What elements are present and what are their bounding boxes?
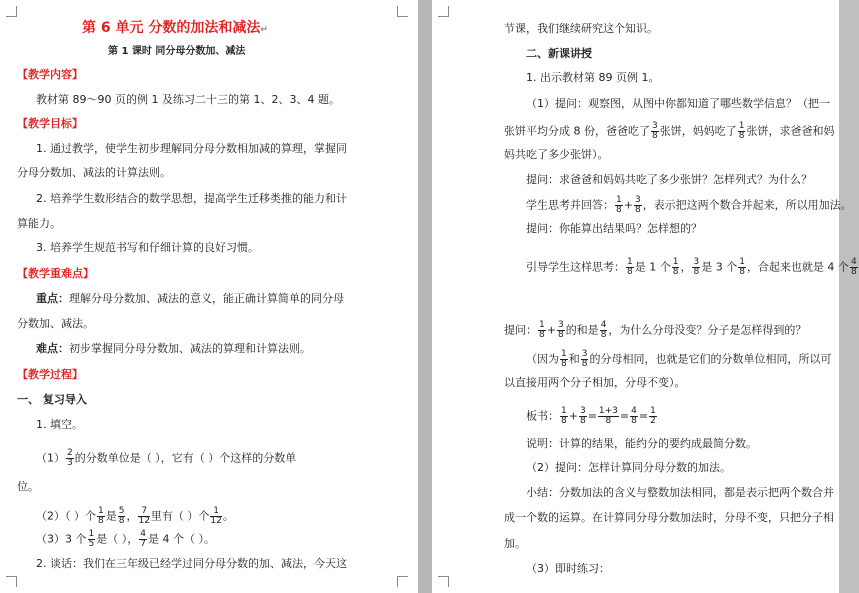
page-corner-mark — [438, 576, 449, 587]
fraction: $\frac{1}{8}$ — [561, 406, 567, 426]
paragraph: 张饼平均分成 8 份，爸爸吃了 $\frac{3}{8}$ 张饼，妈妈吃了 $\frac{1}{8}$ 张饼，求爸爸和妈 — [504, 121, 835, 141]
paragraph: 1. 填空。 — [36, 418, 83, 431]
paragraph: 难点：初步掌握同分母分数加、减法的算理和计算法则。 — [36, 342, 311, 355]
paragraph: 分母分数加、减法的计算法则。 — [17, 166, 171, 179]
paragraph: 2. 培养学生数形结合的数学思想，提高学生迁移类推的能力和计 — [36, 192, 347, 205]
fraction: $\frac{1}{8}$ — [738, 121, 745, 141]
fraction: $\frac{4}{8}$ — [600, 320, 607, 340]
fraction: $\frac{1}{8}$ — [98, 506, 104, 526]
paragraph: 3. 培养学生规范书写和仔细计算的良好习惯。 — [36, 241, 259, 254]
fraction: $\frac{5}{8}$ — [118, 506, 125, 526]
paragraph: 提问：求爸爸和妈妈共吃了多少张饼？怎样列式？为什么？ — [526, 173, 812, 186]
paragraph: 提问： $\frac{1}{8}$ + $\frac{3}{8}$ 的和是 $\frac{4}{8}$ ，为什么分母没变？分子是怎样得到的？ — [504, 320, 807, 340]
fraction: $\frac{1}{8}$ — [561, 349, 567, 369]
heading-content: 【教学内容】 — [17, 68, 83, 81]
fraction: $\frac{2}{3}$ — [67, 448, 73, 468]
heading-process: 【教学过程】 — [17, 368, 83, 381]
fraction: $\frac{7}{12}$ — [138, 506, 150, 526]
section-heading: 二、新课讲授 — [526, 47, 592, 60]
paragraph: 教材第 89～90 页的例 1 及练习二十三的第 1、2、3、4 题。 — [36, 93, 340, 106]
fraction: $\frac{1}{8}$ — [739, 257, 745, 277]
paragraph: 成一个数的运算。在计算同分母分数加法时，分母不变，只把分子相 — [504, 511, 834, 524]
paragraph: 1. 出示教材第 89 页例 1。 — [526, 71, 660, 84]
fraction: $\frac{3}{8}$ — [557, 320, 564, 340]
document-page-right[interactable] — [432, 0, 857, 593]
fraction: $\frac{4}{7}$ — [140, 529, 146, 549]
fraction: $\frac{3}{8}$ — [693, 257, 700, 277]
heading-key-points: 【教学重难点】 — [17, 267, 94, 280]
fraction: $\frac{1}{8}$ — [627, 257, 633, 277]
page-corner-mark — [6, 6, 17, 17]
paragraph: 说明：计算的结果，能约分的要约成最简分数。 — [526, 437, 757, 450]
question-2: （2）（ ）个 $\frac{1}{8}$ 是 $\frac{5}{8}$ ， $\frac{7}{12}$ 里有（ ）个 $\frac{1}{12}$ 。 — [36, 506, 234, 526]
paragraph: 引导学生这样思考： $\frac{1}{8}$ 是 1 个 $\frac{1}{8}$ ， $\frac{3}{8}$ 是 3 个 $\frac{1}{8}$ ，合起来也就是 4 个 $\frac{4}{8}$ — [526, 257, 857, 277]
fraction: $\frac{3}{8}$ — [581, 349, 588, 369]
fraction: $\frac{1}{8}$ — [616, 195, 622, 215]
question-3: （3）3 个 $\frac{1}{5}$ 是（ ）， $\frac{4}{7}$ 是 4 个（ ）。 — [36, 529, 215, 549]
paragraph: 小结：分数加法的含义与整数加法相同，都是表示把两个数合并 — [526, 486, 834, 499]
lesson-subtitle: 第 1 课时 同分母分数加、减法 — [108, 46, 246, 57]
paragraph: 1. 通过教学，使学生初步理解同分母分数相加减的算理，掌握同 — [36, 142, 347, 155]
fraction: $\frac{3}{8}$ — [579, 406, 586, 426]
paragraph: （1）提问：观察图，从图中你都知道了哪些数学信息？（把一 — [526, 97, 830, 110]
page-corner-mark — [6, 576, 17, 587]
page-corner-mark — [397, 576, 408, 587]
fraction: $\frac{4}{8}$ — [631, 406, 637, 426]
paragraph: 节课，我们继续研究这个知识。 — [504, 22, 658, 35]
paragraph: 重点：理解分母分数加、减法的意义，能正确计算简单的同分母 — [36, 292, 344, 305]
paragraph: 妈共吃了多少张饼）。 — [504, 148, 609, 161]
page-title: 第 6 单元 分数的加法和减法↵ — [82, 20, 268, 36]
paragraph: 位。 — [17, 480, 39, 493]
fraction: $\frac{1}{8}$ — [672, 257, 679, 277]
fraction: $\frac{4}{8}$ — [850, 257, 857, 277]
fraction: $\frac{1}{2}$ — [650, 406, 656, 426]
paragraph: 算能力。 — [17, 217, 61, 230]
fraction: $\frac{1}{8}$ — [539, 320, 545, 340]
paragraph: 2. 谈话：我们在三年级已经学过同分母分数的加、减法，今天这 — [36, 557, 347, 570]
fraction: $\frac{1}{12}$ — [210, 506, 222, 526]
paragraph: （3）即时练习： — [526, 562, 610, 575]
paragraph: 提问：你能算出结果吗？怎样想的？ — [526, 222, 702, 235]
fraction: $\frac{3}{8}$ — [634, 195, 641, 215]
paragraph: （因为 $\frac{1}{8}$ 和 $\frac{3}{8}$ 的分母相同，也就是它们的分数单位相同，所以可 — [526, 349, 832, 369]
board-formula: 板书： $\frac{1}{8}$ + $\frac{3}{8}$ = $\frac{1+3}{8}$ = $\frac{4}{8}$ = $\frac{1}{2}$ — [526, 406, 656, 426]
paragraph: 分数加、减法。 — [17, 317, 94, 330]
paragraph: 学生思考并回答： $\frac{1}{8}$ + $\frac{3}{8}$ ，表示把这两个数合并起来，所以用加法。 — [526, 195, 852, 215]
document-page-left[interactable] — [0, 0, 418, 593]
page-corner-mark — [438, 6, 449, 17]
fraction: $\frac{1+3}{8}$ — [598, 406, 618, 426]
fraction: $\frac{3}{8}$ — [652, 121, 658, 141]
paragraph: 以直接用两个分子相加，分母不变）。 — [504, 376, 686, 389]
page-gap — [418, 0, 432, 593]
page-corner-mark — [397, 6, 408, 17]
paragraph: 加。 — [504, 537, 526, 550]
section-heading: 一、 复习导入 — [17, 393, 87, 406]
fraction: $\frac{1}{5}$ — [88, 529, 95, 549]
heading-goals: 【教学目标】 — [17, 117, 83, 130]
paragraph: （2）提问：怎样计算同分母分数的加法。 — [526, 461, 731, 474]
question-1: （1） $\frac{2}{3}$ 的分数单位是（ ），它有（ ）个这样的分数单 — [36, 448, 297, 468]
